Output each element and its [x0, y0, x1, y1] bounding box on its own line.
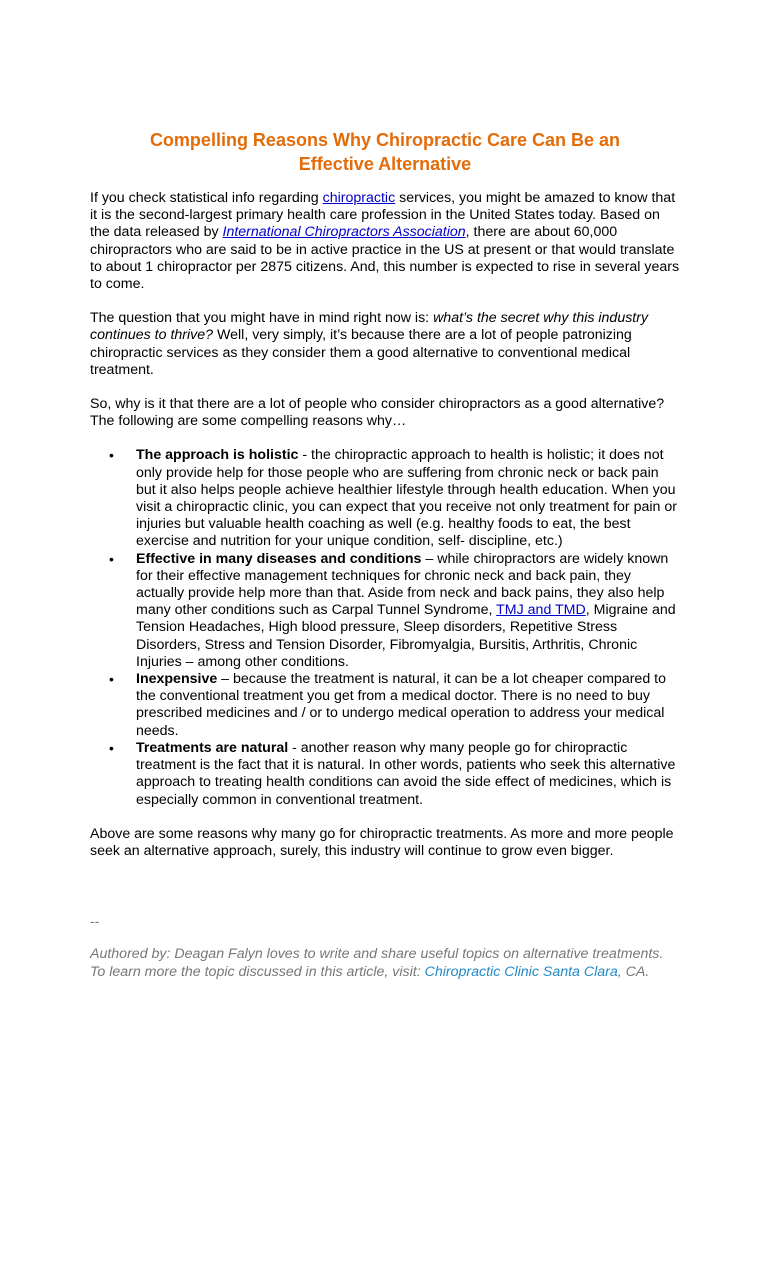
separator: -- — [90, 914, 100, 931]
question-paragraph: The question that you might have in mind right now is: what’s the secret why this industry continues to thrive? Well, very simply, it’s because there are a lot of people patronizing chiropractic services as they consider them a good alternative to conventional medical treatment. — [90, 310, 649, 378]
ica-link[interactable]: International Chiropractors Association — [222, 224, 466, 241]
author-paragraph: Authored by: Deagan Falyn loves to write and share useful topics on alternative treatments. To learn more the topic discussed in this article, visit: Chiropractic Clinic Santa Clara, CA. — [90, 946, 664, 980]
reasons-intro-paragraph: So, why is it that there are a lot of people who consider chiropractors as a good alternative? The following are some compelling reasons why… — [90, 396, 665, 430]
chiropractic-link[interactable]: chiropractic — [322, 190, 396, 206]
document-page — [90, 128, 680, 998]
list-item: • Treatments are natural - another reason why many people go for chiropractic treatment is the fact that it is natural. In other words, patients who seek this alternative approach to treating health conditions can avoid the side effect of medicines, which is especially common in conventional treatment. — [109, 739, 676, 808]
conclusion-paragraph: Above are some reasons why many go for chiropractic treatments. As more and more people seek an alternative approach, surely, this industry will continue to grow even bigger. — [90, 825, 674, 859]
reasons-list — [90, 447, 680, 808]
question-italic: what’s the secret why this industry continues to thrive? — [90, 310, 649, 344]
bullet-icon: • — [109, 671, 114, 688]
tmj-tmd-link[interactable]: TMJ and TMD — [496, 602, 586, 619]
document-title — [90, 128, 680, 176]
intro-paragraph: If you check statistical info regarding chiropractic services, you might be amazed to know that it is the second-largest primary health care profession in the United States today. Based on the data released by International Chiropractors Association, there are about 60,000 chiropractors who are said to be in active practice in the US at present or that would translate to about 1 chiropractor per 2875 citizens. And, this number is expected to rise in several years to come. — [90, 190, 680, 293]
bullet-icon: • — [109, 550, 114, 567]
list-item: • The approach is holistic - the chiropractic approach to health is holistic; it does not only provide help for those people who are suffering from chronic neck or back pain but it also helps people achieve healthier lifestyle through health education. When you visit a chiropractic clinic, you can expect that you receive not only treatment for pain or injuries but valuable health coaching as well (e.g. healthy foods to eat, the best exercise and nutrition for your unique condition, self- discipline, etc.) — [109, 447, 677, 550]
clinic-link[interactable]: Chiropractic Clinic Santa Clara — [424, 963, 618, 980]
bullet-icon: • — [109, 447, 114, 464]
title-line-1: Compelling Reasons Why Chiropractic Care Can Be an — [149, 130, 621, 150]
title-line-2: Effective Alternative — [298, 154, 472, 174]
list-item: • Effective in many diseases and conditions – while chiropractors are widely known for their effective management techniques for chronic neck and back pain, they actually provide help more than that. Aside from neck and back pains, they also help many other conditions such as Carpal Tunnel Syndrome, TMJ and TMD, Migraine and Tension Headaches, High blood pressure, Sleep disorders, Repetitive Stress Disorders, Stress and Tension Disorder, Fibromyalgia, Bursitis, Arthritis, Chronic Injuries – among other conditions. — [109, 550, 676, 670]
bullet-icon: • — [109, 739, 114, 756]
list-item: • Inexpensive – because the treatment is natural, it can be a lot cheaper compared to the conventional treatment you get from a medical doctor. There is no need to buy prescribed medicines and / or to undergo medical operation to address your medical needs. — [109, 671, 666, 739]
